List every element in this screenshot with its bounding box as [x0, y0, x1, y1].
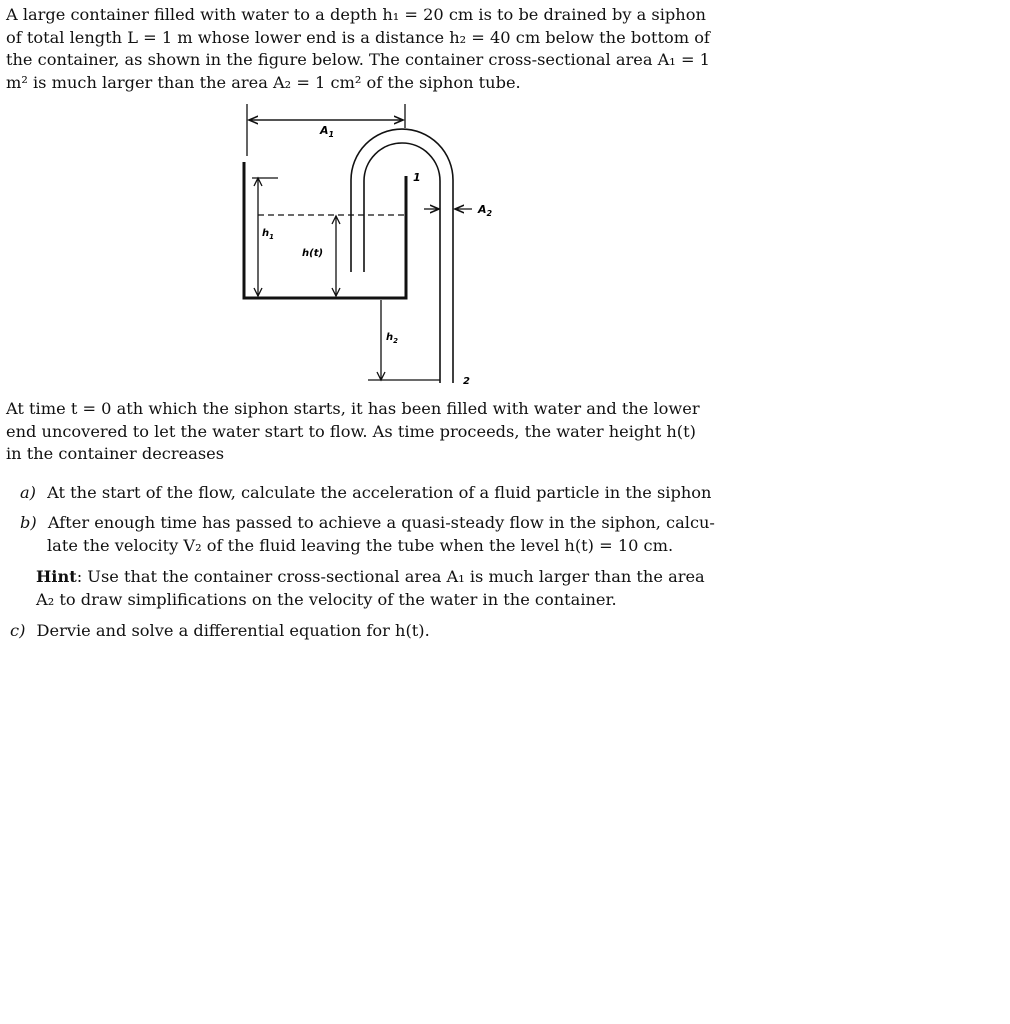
label-h1: $h_1$	[262, 228, 274, 241]
label-2: 2	[463, 376, 470, 387]
question-c-text: Dervie and solve a differential equation for h(t).	[36, 621, 430, 640]
label-a2: $A_2$	[478, 203, 493, 218]
intro-line-1: A large container filled with water to a depth h₁ = 20 cm is to be drained by a siphon	[6, 5, 706, 24]
label-h2: $h_2$	[386, 332, 398, 345]
hint-line-2: A₂ to draw simplifications on the velocity of the water in the container.	[36, 590, 617, 609]
intro-line-3: the container, as shown in the figure below. The container cross-sectional area A₁ = 1	[6, 50, 710, 69]
label-a1: $A_1$	[320, 124, 335, 139]
question-b	[20, 512, 715, 535]
context-line-2: end uncovered to let the water start to flow. As time proceeds, the water height h(t)	[6, 421, 696, 441]
question-b-line-1: After enough time has passed to achieve a quasi-steady flow in the siphon, calcu-	[47, 513, 715, 532]
question-c-label: c)	[10, 621, 26, 640]
context-line-3: in the container decreases	[6, 444, 225, 463]
question-b-label: b)	[20, 513, 37, 532]
intro-line-4: m² is much larger than the area A₂ = 1 cm² of the siphon tube.	[6, 72, 521, 92]
question-c	[10, 620, 430, 643]
siphon-figure	[0, 0, 1010, 400]
siphon-tube-inner	[364, 143, 440, 383]
question-a-text: At the start of the flow, calculate the acceleration of a fluid particle in the siphon	[47, 483, 712, 502]
context-paragraph	[6, 398, 700, 466]
hint-label: Hint	[36, 567, 77, 586]
context-line-1: At time t = 0 ath which the siphon starts, it has been filled with water and the lower	[6, 399, 700, 418]
intro-line-2: of total length L = 1 m whose lower end is a distance h₂ = 40 cm below the bottom of	[6, 27, 710, 47]
hint-line-1: : Use that the container cross-sectional area A₁ is much larger than the area	[76, 567, 705, 586]
question-a-label: a)	[20, 483, 36, 502]
question-a	[20, 482, 711, 505]
label-ht: h(t)	[302, 248, 324, 259]
question-b-line-2: late the velocity V₂ of the fluid leaving the tube when the level h(t) = 10 cm.	[47, 536, 674, 555]
label-1: 1	[413, 171, 421, 184]
hint	[36, 566, 705, 589]
